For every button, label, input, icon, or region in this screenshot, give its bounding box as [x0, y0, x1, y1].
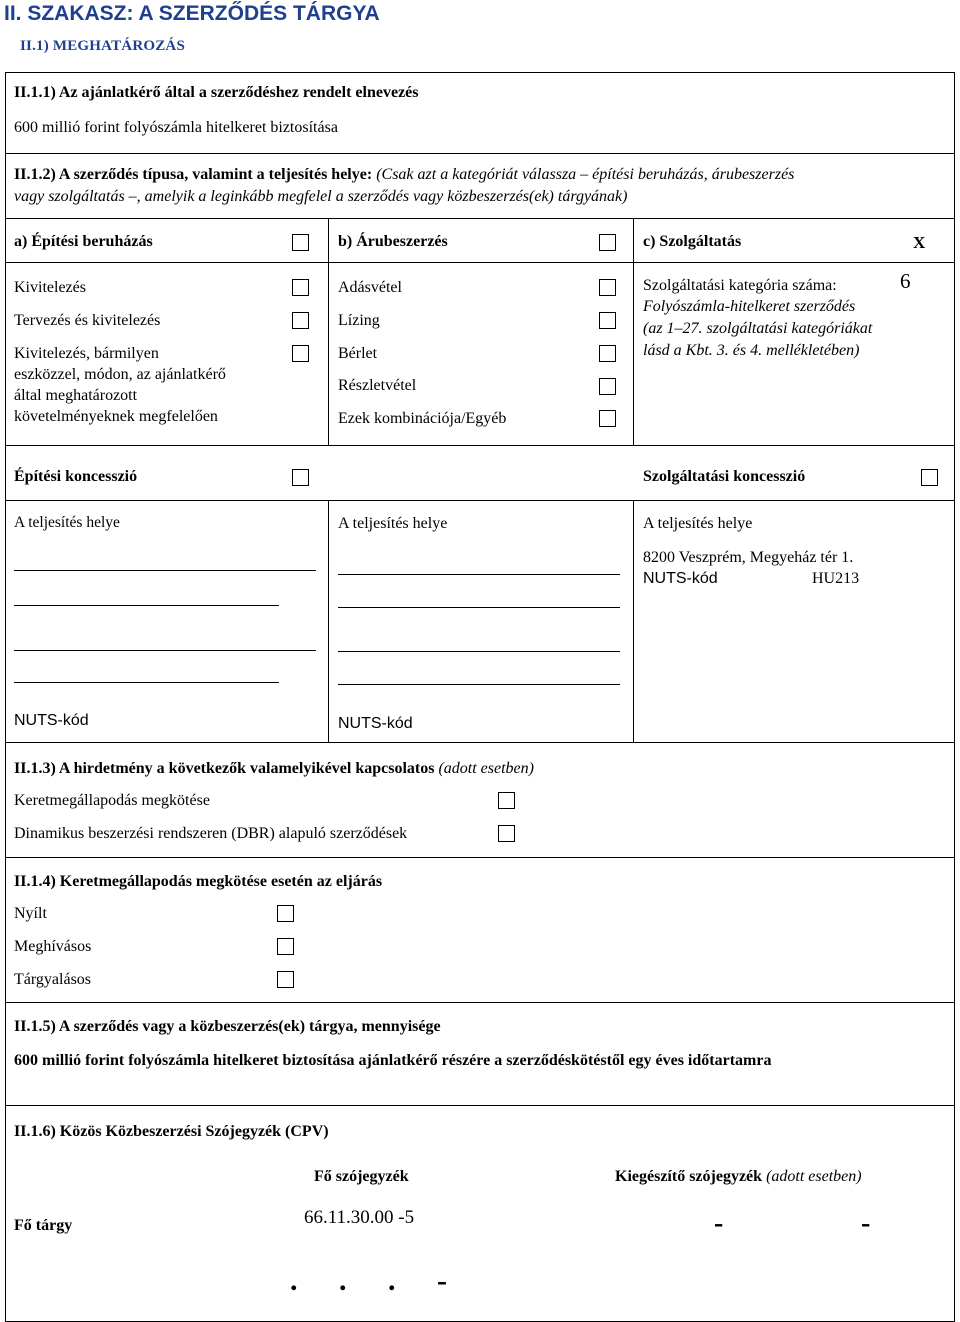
cpv-col-main: Fő szójegyzék — [314, 1168, 409, 1185]
checkbox-col-b[interactable] — [599, 234, 616, 251]
s114-item-meghivasos: Meghívásos — [14, 938, 92, 955]
checkbox-s113-2[interactable] — [498, 825, 515, 842]
a-item-3-line-1: Kivitelezés, bármilyen — [14, 345, 159, 362]
s114-item-nyilt: Nyílt — [14, 905, 47, 922]
checkbox-concession-services[interactable] — [921, 469, 938, 486]
checkbox-s114-1[interactable] — [277, 905, 294, 922]
b-item-berlet: Bérlet — [338, 345, 378, 362]
c-note-3: lásd a Kbt. 3. és 4. mellékletében) — [643, 342, 860, 359]
cpv-supp-dash-2: - — [861, 1208, 871, 1239]
checkbox-a-3[interactable] — [292, 345, 309, 362]
concession-works: Építési koncesszió — [14, 468, 138, 485]
cpv-main-code: 66.11.30.00 -5 — [304, 1207, 415, 1228]
blank-line[interactable] — [338, 607, 620, 608]
checkbox-s114-2[interactable] — [277, 938, 294, 955]
b-item-adasvetel: Adásvétel — [338, 279, 402, 296]
divider — [5, 153, 955, 154]
s113-item-2: Dinamikus beszerzési rendszeren (DBR) alapuló szerződések — [14, 825, 408, 842]
c-place-value: 8200 Veszprém, Megyeház tér 1. — [643, 549, 854, 566]
col-divider-2 — [633, 218, 634, 445]
s114-label: II.1.4) Keretmegállapodás megkötése esetén az eljárás — [14, 873, 383, 890]
checkbox-a-1[interactable] — [292, 279, 309, 296]
checkbox-b-1[interactable] — [599, 279, 616, 296]
divider — [5, 1002, 955, 1003]
divider — [5, 500, 955, 501]
s111-value: 600 millió forint folyószámla hitelkeret biztosítása — [14, 119, 338, 136]
b-item-lizing: Lízing — [338, 312, 380, 329]
s115-value: 600 millió forint folyószámla hitelkeret biztosítása ajánlatkérő részére a szerződéskötéstől egy éves időtartamra — [14, 1052, 772, 1069]
divider — [5, 445, 955, 446]
col-c-mark[interactable]: X — [913, 233, 926, 252]
divider — [5, 742, 955, 743]
s112-label-cont: vagy szolgáltatás –, amelyik a leginkább megfelel a szerződés vagy közbeszerzés(ek) tárgyának) — [14, 188, 628, 205]
col-divider-4 — [633, 500, 634, 742]
checkbox-concession-works[interactable] — [292, 469, 309, 486]
cpv-supp-dash-1: - — [714, 1208, 724, 1239]
frame-left — [5, 72, 6, 1322]
concession-services: Szolgáltatási koncesszió — [643, 468, 806, 485]
divider — [5, 857, 955, 858]
blank-line[interactable] — [14, 650, 316, 651]
divider — [5, 1105, 955, 1106]
divider — [5, 262, 955, 263]
checkbox-col-a[interactable] — [292, 234, 309, 251]
s113-item-1: Keretmegállapodás megkötése — [14, 792, 210, 809]
c-note-2: (az 1–27. szolgáltatási kategóriákat — [643, 320, 873, 337]
section-title: II. SZAKASZ: A SZERZŐDÉS TÁRGYA — [4, 2, 380, 25]
blank-line[interactable] — [338, 651, 620, 652]
col-divider-3 — [328, 500, 329, 742]
checkbox-a-2[interactable] — [292, 312, 309, 329]
col-c-header: c) Szolgáltatás — [643, 233, 742, 250]
cpv-row-main: Fő tárgy — [14, 1217, 73, 1234]
a-item-3-line-2: eszközzel, módon, az ajánlatkérő — [14, 366, 226, 383]
blank-line[interactable] — [14, 605, 279, 606]
s111-label: II.1.1) Az ajánlatkérő által a szerződéshez rendelt elnevezés — [14, 84, 419, 101]
a-item-kivitelezes: Kivitelezés — [14, 279, 86, 296]
blank-line[interactable] — [338, 684, 620, 685]
c-category-value: 6 — [900, 269, 911, 293]
col-a-header: a) Építési beruházás — [14, 233, 153, 250]
s113-label: II.1.3) A hirdetmény a következők valamelyikével kapcsolatos (adott esetben) — [14, 760, 534, 777]
c-note-1: Folyószámla-hitelkeret szerződés — [643, 298, 856, 315]
cpv-col-supp: Kiegészítő szójegyzék (adott esetben) — [615, 1168, 862, 1185]
nuts-label-c: NUTS-kód — [643, 570, 718, 587]
checkbox-s114-3[interactable] — [277, 971, 294, 988]
col-divider-1 — [328, 218, 329, 445]
checkbox-s113-1[interactable] — [498, 792, 515, 809]
frame-top — [5, 72, 955, 73]
place-label-a: A teljesítés helye — [14, 514, 120, 531]
frame-right — [954, 72, 955, 1322]
blank-line[interactable] — [338, 574, 620, 575]
checkbox-b-2[interactable] — [599, 312, 616, 329]
checkbox-b-5[interactable] — [599, 410, 616, 427]
a-item-tervezes: Tervezés és kivitelezés — [14, 312, 161, 329]
s112-label: II.1.2) A szerződés típusa, valamint a teljesítés helye: (Csak azt a kategóriát válassza – építési beruházás, árubeszerzés — [14, 166, 795, 183]
place-label-c: A teljesítés helye — [643, 515, 753, 532]
col-b-header: b) Árubeszerzés — [338, 233, 448, 250]
a-item-3-line-3: által meghatározott — [14, 387, 138, 404]
blank-line[interactable] — [14, 570, 316, 571]
s116-label: II.1.6) Közös Közbeszerzési Szójegyzék (CPV) — [14, 1123, 329, 1140]
place-label-b: A teljesítés helye — [338, 515, 448, 532]
checkbox-b-3[interactable] — [599, 345, 616, 362]
nuts-label-a: NUTS-kód — [14, 712, 89, 729]
divider — [5, 218, 955, 219]
b-item-kombinacio: Ezek kombinációja/Egyéb — [338, 410, 507, 427]
s114-item-targyalasos: Tárgyalásos — [14, 971, 92, 988]
subsection-title: II.1) MEGHATÁROZÁS — [20, 38, 186, 54]
a-item-3-line-4: követelményeknek megfelelően — [14, 408, 218, 425]
c-nuts-value: HU213 — [812, 570, 860, 587]
s115-label: II.1.5) A szerződés vagy a közbeszerzés(ek) tárgya, mennyisége — [14, 1018, 441, 1035]
cpv-dots: . . . - — [290, 1264, 447, 1297]
c-category-label: Szolgáltatási kategória száma: — [643, 277, 837, 294]
blank-line[interactable] — [14, 682, 279, 683]
checkbox-b-4[interactable] — [599, 378, 616, 395]
nuts-label-b: NUTS-kód — [338, 715, 413, 732]
b-item-reszletvetel: Részletvétel — [338, 377, 417, 394]
